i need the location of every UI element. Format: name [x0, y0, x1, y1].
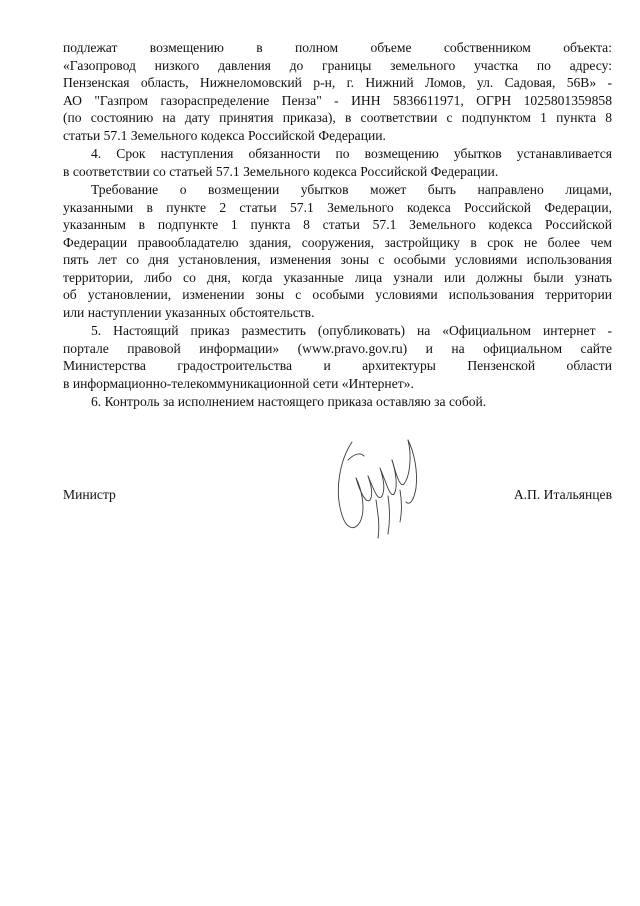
text-line: Министерства градостроительства и архитектуры Пензенской области [63, 358, 612, 373]
text-line: или наступлении указанных обстоятельств. [63, 304, 315, 320]
text-line: в соответствии со статьей 57.1 Земельного кодекса Российской Федерации. [63, 163, 499, 179]
text-line: (по состоянию на дату принятия приказа), в соответствии с подпунктом 1 пункта 8 [63, 110, 612, 125]
signer-name: А.П. Итальянцев [513, 487, 612, 502]
text-line: подлежат возмещению в полном объеме собственником объекта: [63, 40, 612, 55]
text-line: указанным в подпункте 1 пункта 8 статьи 57.1 Земельного кодекса Российской [63, 217, 612, 232]
paragraph-item-5 [63, 322, 612, 392]
text-line: «Газопровод низкого давления до границы земельного участка по адресу: [63, 57, 612, 73]
signature-block [63, 486, 612, 510]
text-line: 4. Срок наступления обязанности по возмещению убытков устанавливается [91, 146, 612, 161]
text-line: об установлении, изменении зоны с особыми условиями использования территории [63, 287, 612, 302]
text-line: АО "Газпром газораспределение Пенза" - ИНН 5836611971, ОГРН 1025801359858 [63, 92, 612, 108]
text-line: территории, либо со дня, когда указанные лица узнали или должны были узнать [63, 269, 612, 285]
text-line: Федерации правообладателю здания, сооружения, застройщику в срок не более чем [63, 234, 612, 250]
paragraph-item-6 [63, 393, 612, 411]
text-line: в информационно-телекоммуникационной сети «Интернет». [63, 375, 414, 391]
text-line: Требование о возмещении убытков может быть направлено лицами, [91, 182, 612, 197]
text-line: статьи 57.1 Земельного кодекса Российской Федерации. [63, 127, 386, 143]
text-line: Пензенская область, Нижнеломовский р-н, г. Нижний Ломов, ул. Садовая, 56В» - [63, 75, 612, 90]
text-line: указанными в пункте 2 статьи 57.1 Земельного кодекса Российской Федерации, [63, 199, 612, 215]
text-line: портале правовой информации» (www.pravo.gov.ru) и на официальном сайте [63, 340, 612, 356]
text-line: 6. Контроль за исполнением настоящего приказа оставляю за собой. [91, 394, 487, 409]
text-line: 5. Настоящий приказ разместить (опубликовать) на «Официальном интернет - [91, 323, 612, 338]
text-line: пять лет со дня установления, изменения зоны с особыми условиями использования [63, 252, 612, 267]
document-body [63, 39, 612, 411]
paragraph-claim-requirements [63, 181, 612, 321]
paragraph-compensation-owner [63, 39, 612, 144]
signer-position: Министр [63, 487, 116, 502]
paragraph-item-4 [63, 145, 612, 180]
